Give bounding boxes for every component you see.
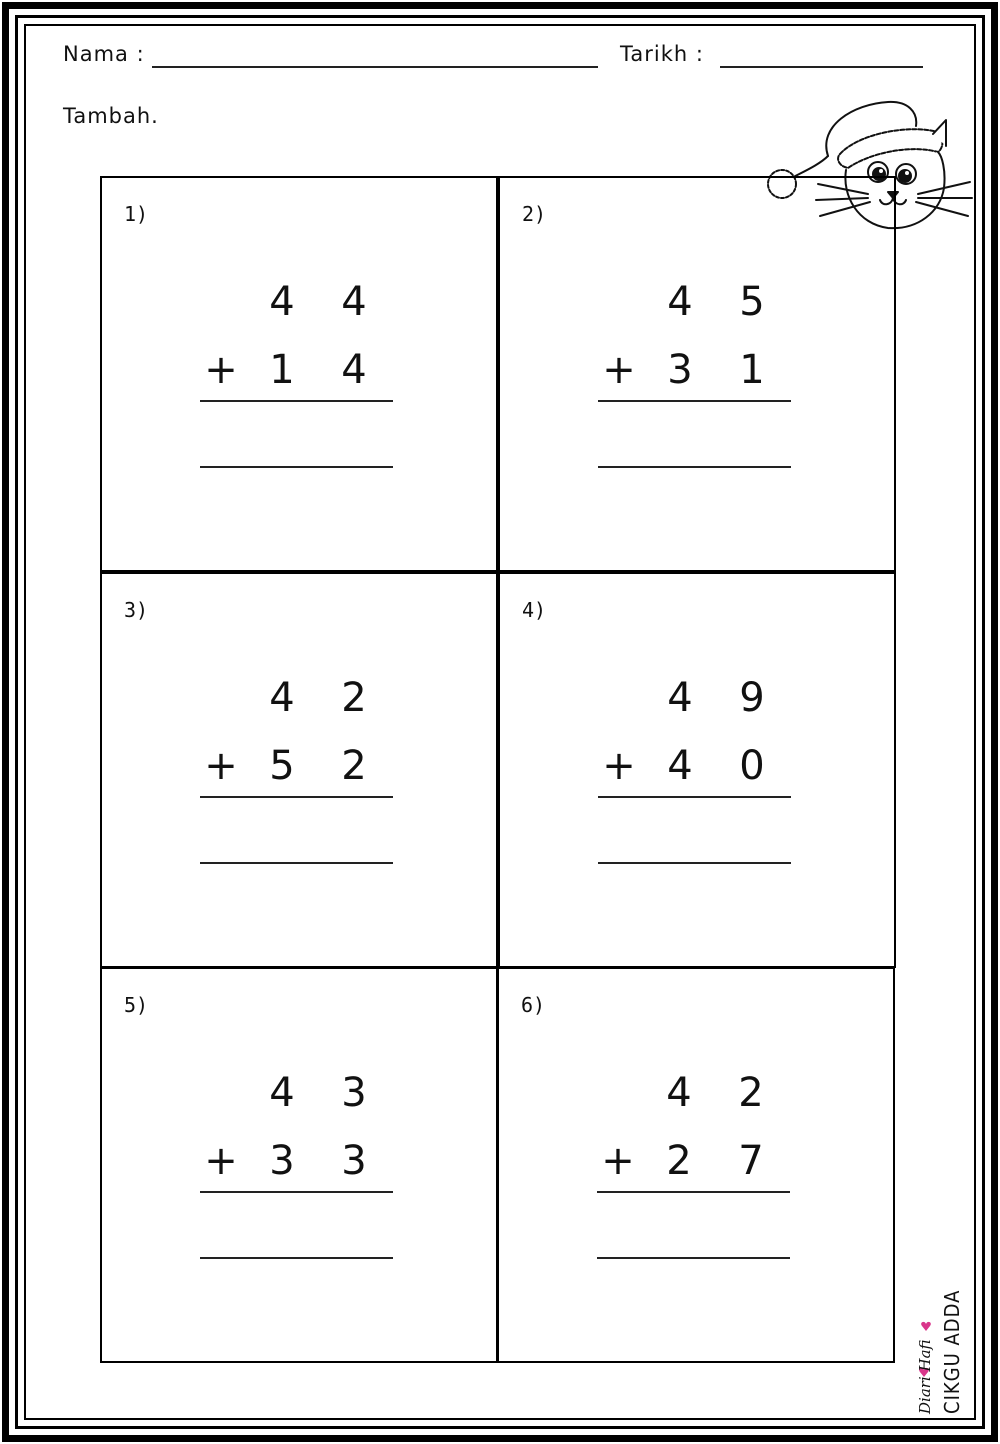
signature (912, 1289, 974, 1420)
problem-box (100, 967, 498, 1363)
answer-field[interactable] (200, 1257, 393, 1259)
bottom-digit: 3 (341, 1138, 367, 1184)
sum-line (200, 1191, 393, 1193)
plus-sign: + (602, 347, 636, 393)
answer-field[interactable] (200, 862, 393, 864)
signature-brand-text: CIKGU ADDA (940, 1289, 964, 1414)
date-label: Tarikh : (620, 42, 704, 66)
name-label: Nama : (63, 42, 145, 66)
top-digit: 4 (269, 279, 295, 325)
bottom-digit: 0 (739, 743, 765, 789)
problem-number: 1) (124, 202, 149, 226)
plus-sign: + (602, 743, 636, 789)
top-digit: 4 (341, 279, 367, 325)
bottom-digit: 3 (269, 1138, 295, 1184)
top-digit: 4 (269, 675, 295, 721)
answer-field[interactable] (597, 1257, 790, 1259)
bottom-digit: 5 (269, 743, 295, 789)
bottom-digit: 1 (739, 347, 765, 393)
bottom-digit: 2 (666, 1138, 692, 1184)
problem-box (497, 967, 895, 1363)
bottom-digit: 4 (667, 743, 693, 789)
date-field[interactable] (720, 66, 923, 68)
top-digit: 4 (666, 1070, 692, 1116)
sum-line (200, 400, 393, 402)
signature-script-text: Diari Hafi (916, 1339, 934, 1414)
bottom-digit: 7 (738, 1138, 764, 1184)
top-digit: 2 (738, 1070, 764, 1116)
answer-field[interactable] (598, 862, 791, 864)
top-digit: 4 (667, 279, 693, 325)
instruction-text: Tambah. (63, 104, 159, 128)
top-digit: 2 (341, 675, 367, 721)
problem-number: 3) (124, 598, 149, 622)
plus-sign: + (601, 1138, 635, 1184)
problem-number: 6) (521, 993, 546, 1017)
problem-box (100, 572, 498, 968)
top-digit: 5 (739, 279, 765, 325)
bottom-digit: 1 (269, 347, 295, 393)
top-digit: 3 (341, 1070, 367, 1116)
bottom-digit: 2 (341, 743, 367, 789)
top-digit: 4 (269, 1070, 295, 1116)
sum-line (200, 796, 393, 798)
plus-sign: + (204, 743, 238, 789)
top-digit: 4 (667, 675, 693, 721)
problem-box (498, 176, 896, 572)
answer-field[interactable] (200, 466, 393, 468)
bottom-digit: 4 (341, 347, 367, 393)
bottom-digit: 3 (667, 347, 693, 393)
problem-number: 5) (124, 993, 149, 1017)
plus-sign: + (204, 347, 238, 393)
answer-field[interactable] (598, 466, 791, 468)
problem-box (498, 572, 896, 968)
problem-number: 4) (522, 598, 547, 622)
plus-sign: + (204, 1138, 238, 1184)
problem-box (100, 176, 498, 572)
sum-line (597, 1191, 790, 1193)
top-digit: 9 (739, 675, 765, 721)
sum-line (598, 796, 791, 798)
name-field[interactable] (152, 66, 598, 68)
problem-number: 2) (522, 202, 547, 226)
sum-line (598, 400, 791, 402)
